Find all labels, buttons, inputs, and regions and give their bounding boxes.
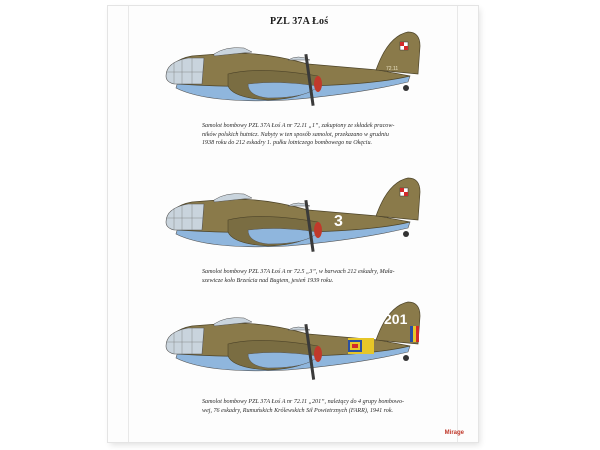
publisher-logo	[445, 430, 464, 436]
tail-wheel	[403, 85, 409, 91]
caption-1-line-3: 1938 roku do 212 eskadry 1. pułku lotniczego bombowego na Okęciu.	[202, 140, 373, 147]
nose-glazing	[166, 328, 204, 354]
tail-wheel	[403, 355, 409, 361]
caption-2-line-1: Samolot bombowy PZL 37A Łoś A nr 72.5 „3”, w barwach 212 eskadry, Mała-	[202, 269, 395, 275]
page-title: PZL 37A Łoś	[270, 16, 329, 27]
spinner	[314, 222, 322, 238]
caption-2	[202, 268, 452, 285]
profile-sheet	[108, 6, 478, 442]
spinner	[314, 346, 322, 362]
fuselage-code: 3	[334, 213, 343, 230]
publisher-logo-text: Mirage	[444, 430, 464, 436]
caption-3	[202, 398, 452, 415]
caption-3-line-2: wej, 76 eskadry, Rumuńskich Królewskich Sił Powietrznych (FARR), 1941 rok.	[202, 407, 394, 414]
rudder-stripe-blue	[410, 326, 413, 342]
rudder-stripe-red	[416, 326, 419, 342]
aircraft-profile-3	[148, 296, 448, 388]
sheet-margin-left	[128, 6, 129, 442]
checker-red-a	[400, 188, 404, 192]
spinner	[314, 76, 322, 92]
caption-3-line-1: Samolot bombowy PZL 37A Łoś A nr 72.11 „201”, należący do 4 grupy bombowo-	[202, 399, 405, 405]
vertical-tail	[376, 178, 420, 220]
fuselage-code: 201	[384, 311, 408, 327]
caption-2-line-2: szewicze koło Brześcia nad Bugiem, jesień 1939 roku.	[202, 277, 334, 284]
caption-1-line-2: ników polskich hutnicz. Nabyty w ten sposób samolot, przekazano w grudniu	[202, 131, 389, 138]
sheet-margin-right	[457, 6, 458, 442]
checker-red-a	[400, 42, 404, 46]
romanian-cross-emblem	[348, 340, 362, 352]
tail-wheel	[403, 231, 409, 237]
aircraft-profile-2	[148, 172, 448, 262]
tail-number: 72.11	[386, 66, 399, 72]
caption-1-line-1: Samolot bombowy PZL 37A Łoś A nr 72.11 „1”, zakupiony ze składek pracow-	[202, 123, 395, 129]
rudder-stripe-yellow	[413, 326, 416, 342]
checker-red-b	[404, 46, 408, 50]
caption-1	[202, 122, 452, 148]
nose-glazing	[166, 58, 204, 84]
aircraft-profile-1	[148, 26, 448, 116]
checker-red-b	[404, 192, 408, 196]
nose-glazing	[166, 204, 204, 230]
